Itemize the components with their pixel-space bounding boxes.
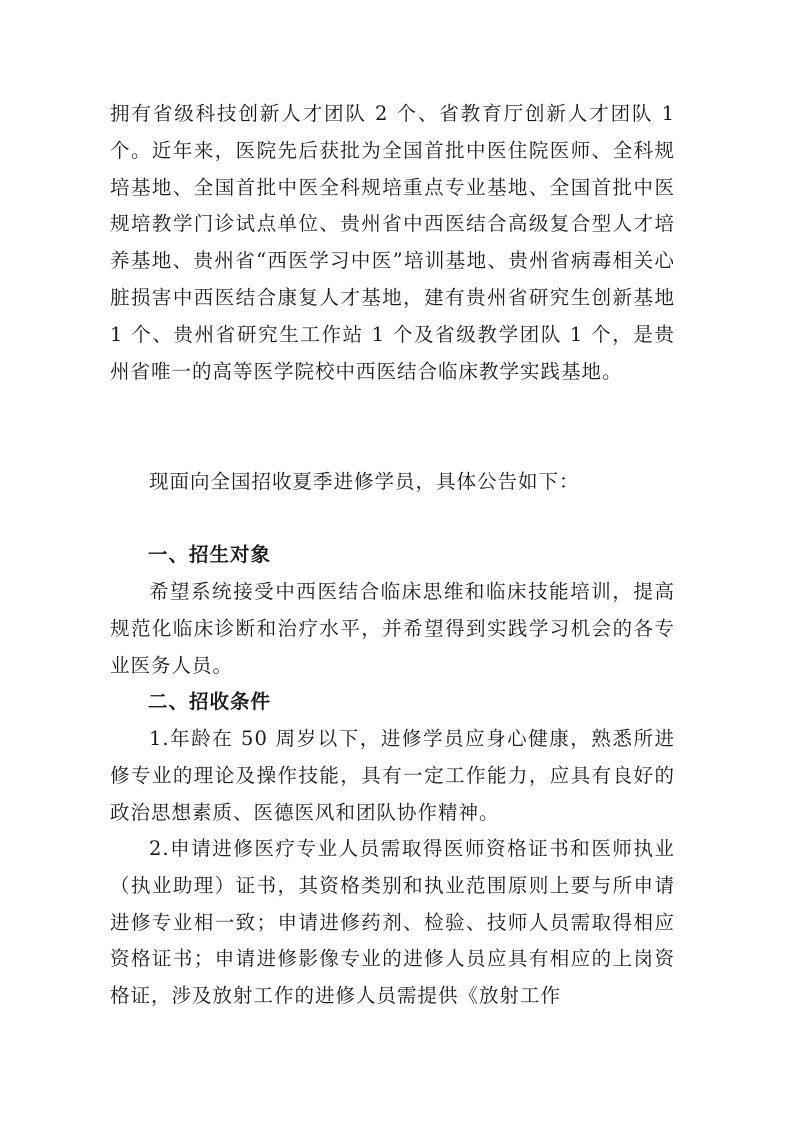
paragraph-condition-1: 1.年龄在 50 周岁以下，进修学员应身心健康，熟悉所进修专业的理论及操作技能，具有一定工作能力，应具有良好的政治思想素质、医德医风和团队协作精神。 [110, 727, 675, 824]
section-heading-enrollment-conditions: 二、招收条件 [148, 690, 272, 713]
paragraph-hospital-intro: 拥有省级科技创新人才团队 2 个、省教育厅创新人才团队 1 个。近年来，医院先后获批为全国首批中医住院医师、全科规培基地、全国首批中医全科规培重点专业基地、全国首批中医规培教学门诊试点单位、贵州省中西医结合高级复合型人才培养基地、贵州省“西医学习中医”培训基地、贵州省病毒相关心脏损害中西医结合康复人才基地，建有贵州省研究生创新基地 1 个、贵州省研究生工作站 1 个及省级教学团队 1 个，是贵州省唯一的高等医学院校中西医结合临床教学实践基地。 [110, 102, 675, 383]
section-heading-enrollment-target: 一、招生对象 [148, 543, 272, 566]
paragraph-condition-2: 2.申请进修医疗专业人员需取得医师资格证书和医师执业（执业助理）证书，其资格类别和执业范围原则上要与所申请进修专业相一致；申请进修药剂、检验、技师人员需取得相应资格证书；申请进修影像专业的进修人员应具有相应的上岗资格证，涉及放射工作的进修人员需提供《放射工作 [110, 837, 675, 1008]
paragraph-enrollment-target: 希望系统接受中西医结合临床思维和临床技能培训，提高规范化临床诊断和治疗水平，并希望得到实践学习机会的各专业医务人员。 [110, 580, 675, 677]
paragraph-announcement-intro: 现面向全国招收夏季进修学员，具体公告如下： [149, 470, 580, 493]
